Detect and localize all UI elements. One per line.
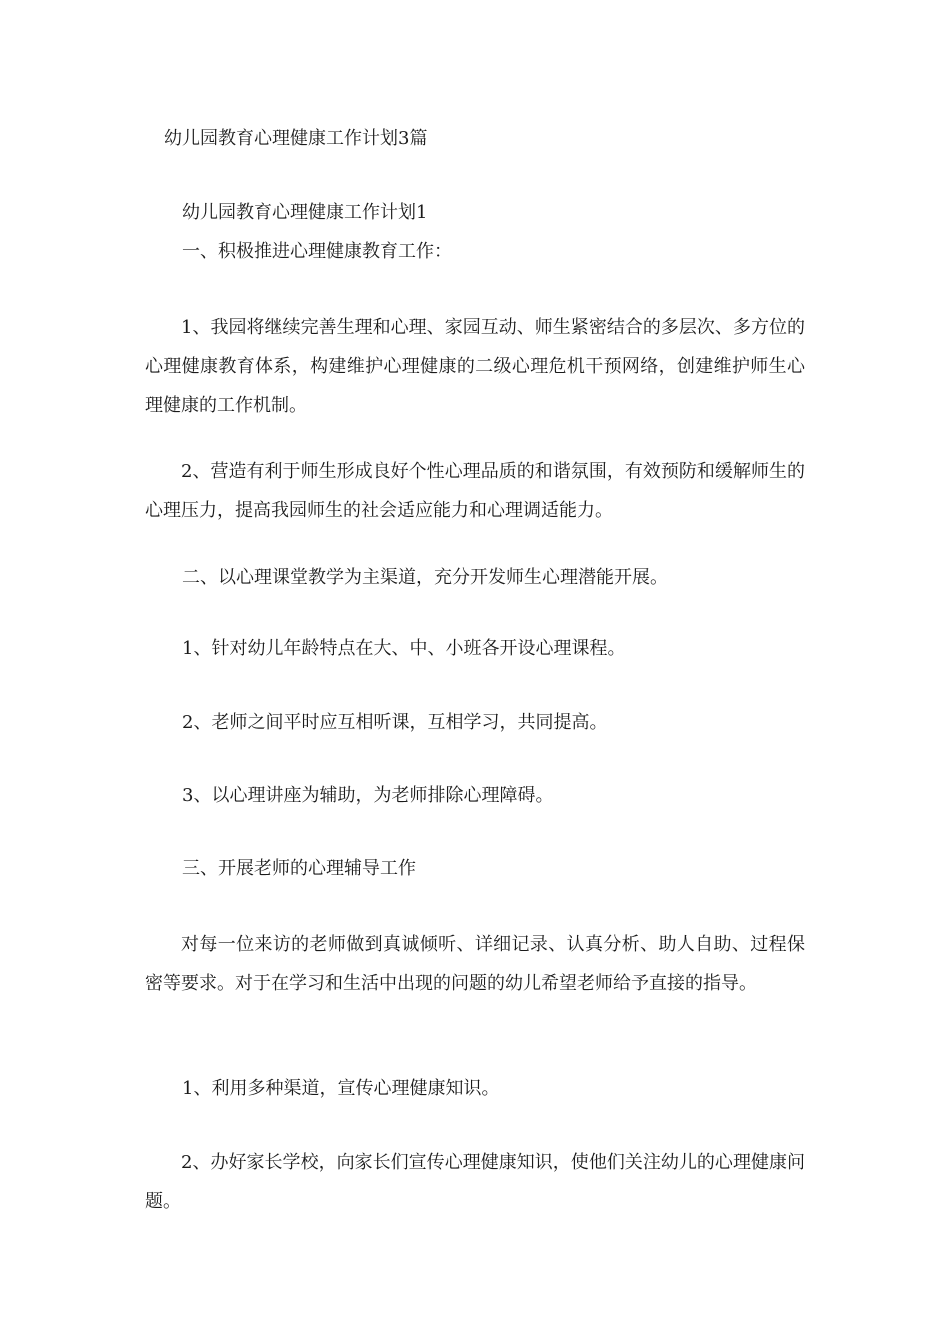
list-item-2-3: 3、以心理讲座为辅助，为老师排除心理障碍。 [182,785,554,806]
document-title: 幼儿园教育心理健康工作计划3篇 [164,128,428,149]
paragraph-4: 2、办好家长学校，向家长们宣传心理健康知识，使他们关注幼儿的心理健康问题。 [145,1152,805,1212]
paragraph-1: 1、我园将继续完善生理和心理、家园互动、师生紧密结合的多层次、多方位的心理健康教育体系，构建维护心理健康的二级心理危机干预网络，创建维护师生心理健康的工作机制。 [145,317,805,416]
heading-three: 三、开展老师的心理辅导工作 [182,858,416,879]
list-item-2-1: 1、针对幼儿年龄特点在大、中、小班各开设心理课程。 [182,638,626,659]
paragraph-2: 2、营造有利于师生形成良好个性心理品质的和谐氛围，有效预防和缓解师生的心理压力，提高我园师生的社会适应能力和心理调适能力。 [145,461,805,521]
heading-two: 二、以心理课堂教学为主渠道，充分开发师生心理潜能开展。 [182,567,668,588]
paragraph-3: 对每一位来访的老师做到真诚倾听、详细记录、认真分析、助人自助、过程保密等要求。对于在学习和生活中出现的问题的幼儿希望老师给予直接的指导。 [145,934,805,994]
list-item-3-1: 1、利用多种渠道，宣传心理健康知识。 [182,1078,500,1099]
list-item-2-2: 2、老师之间平时应互相听课，互相学习，共同提高。 [182,712,608,733]
section-subtitle: 幼儿园教育心理健康工作计划1 [182,202,428,223]
heading-one: 一、积极推进心理健康教育工作： [182,241,452,262]
